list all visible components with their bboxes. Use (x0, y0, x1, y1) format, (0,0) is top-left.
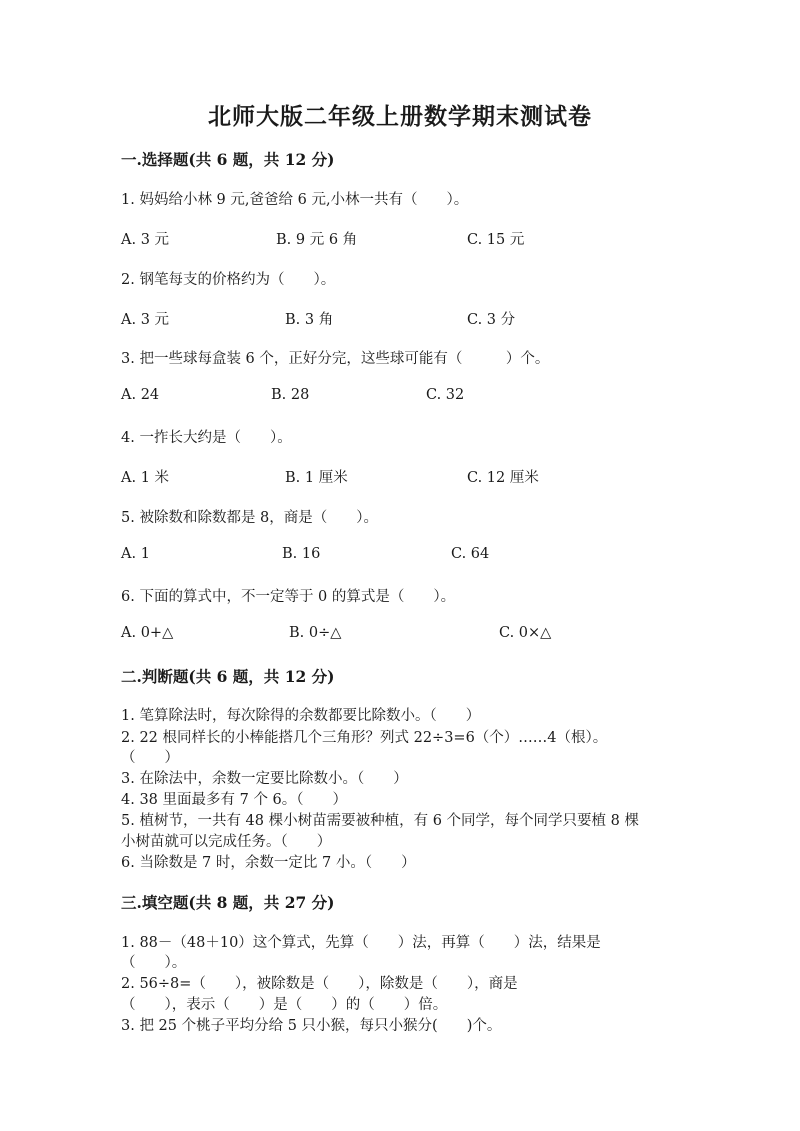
q4-option-b: B. 1 厘米 (285, 470, 348, 486)
q4-option-a: A. 1 米 (121, 470, 170, 486)
q6-option-b: B. 0÷△ (289, 625, 342, 641)
q1-option-c: C. 15 元 (467, 232, 525, 248)
section2-heading: 二.判断题(共 6 题，共 12 分) (121, 667, 335, 686)
q2-option-b: B. 3 角 (285, 312, 334, 328)
fill-line-2: （ ）。 (121, 955, 187, 971)
q5-option-b: B. 16 (282, 546, 321, 562)
question-4: 4. 一拃长大约是（ ）。 (121, 430, 292, 446)
q1-option-a: A. 3 元 (121, 232, 170, 248)
q5-option-c: C. 64 (451, 546, 490, 562)
judge-line-4: 3. 在除法中，余数一定要比除数小。（ ） (121, 771, 408, 787)
fill-line-1: 1. 88－（48＋10）这个算式，先算（ ）法，再算（ ）法，结果是 (121, 935, 601, 951)
q5-option-a: A. 1 (121, 546, 150, 562)
q6-option-a: A. 0+△ (121, 625, 174, 641)
judge-line-2: 2. 22 根同样长的小棒能搭几个三角形？列式 22÷3=6（个）……4（根）。 (121, 730, 608, 746)
page-title: 北师大版二年级上册数学期末测试卷 (208, 103, 592, 130)
fill-line-5: 3. 把 25 个桃子平均分给 5 只小猴，每只小猴分( )个。 (121, 1018, 502, 1034)
question-1: 1. 妈妈给小林 9 元,爸爸给 6 元,小林一共有（ ）。 (121, 192, 469, 208)
q2-option-c: C. 3 分 (467, 312, 516, 328)
q2-option-a: A. 3 元 (121, 312, 170, 328)
question-2: 2. 钢笔每支的价格约为（ ）。 (121, 272, 336, 288)
fill-line-3: 2. 56÷8=（ ），被除数是（ ），除数是（ ），商是 (121, 976, 518, 992)
fill-line-4: （ ），表示（ ）是（ ）的（ ）倍。 (121, 997, 448, 1013)
judge-line-6: 5. 植树节，一共有 48 棵小树苗需要被种植，有 6 个同学，每个同学只要植 8 棵 (121, 813, 639, 829)
judge-line-5: 4. 38 里面最多有 7 个 6。（ ） (121, 792, 348, 808)
section3-heading: 三.填空题(共 8 题，共 27 分) (121, 893, 335, 912)
question-5: 5. 被除数和除数都是 8，商是（ ）。 (121, 510, 379, 526)
judge-line-8: 6. 当除数是 7 时，余数一定比 7 小。（ ） (121, 855, 416, 871)
section1-heading: 一.选择题(共 6 题，共 12 分) (121, 150, 335, 169)
judge-line-3: （ ） (121, 750, 179, 766)
q1-option-b: B. 9 元 6 角 (276, 232, 358, 248)
question-6: 6. 下面的算式中，不一定等于 0 的算式是（ ）。 (121, 589, 456, 605)
q6-option-c: C. 0×△ (499, 625, 552, 641)
q3-option-a: A. 24 (121, 387, 160, 403)
q3-option-c: C. 32 (426, 387, 465, 403)
q4-option-c: C. 12 厘米 (467, 470, 539, 486)
q3-option-b: B. 28 (271, 387, 310, 403)
question-3: 3. 把一些球每盒装 6 个，正好分完，这些球可能有（ ）个。 (121, 351, 550, 367)
judge-line-1: 1. 笔算除法时，每次除得的余数都要比除数小。（ ） (121, 708, 481, 724)
judge-line-7: 小树苗就可以完成任务。（ ） (121, 834, 332, 850)
